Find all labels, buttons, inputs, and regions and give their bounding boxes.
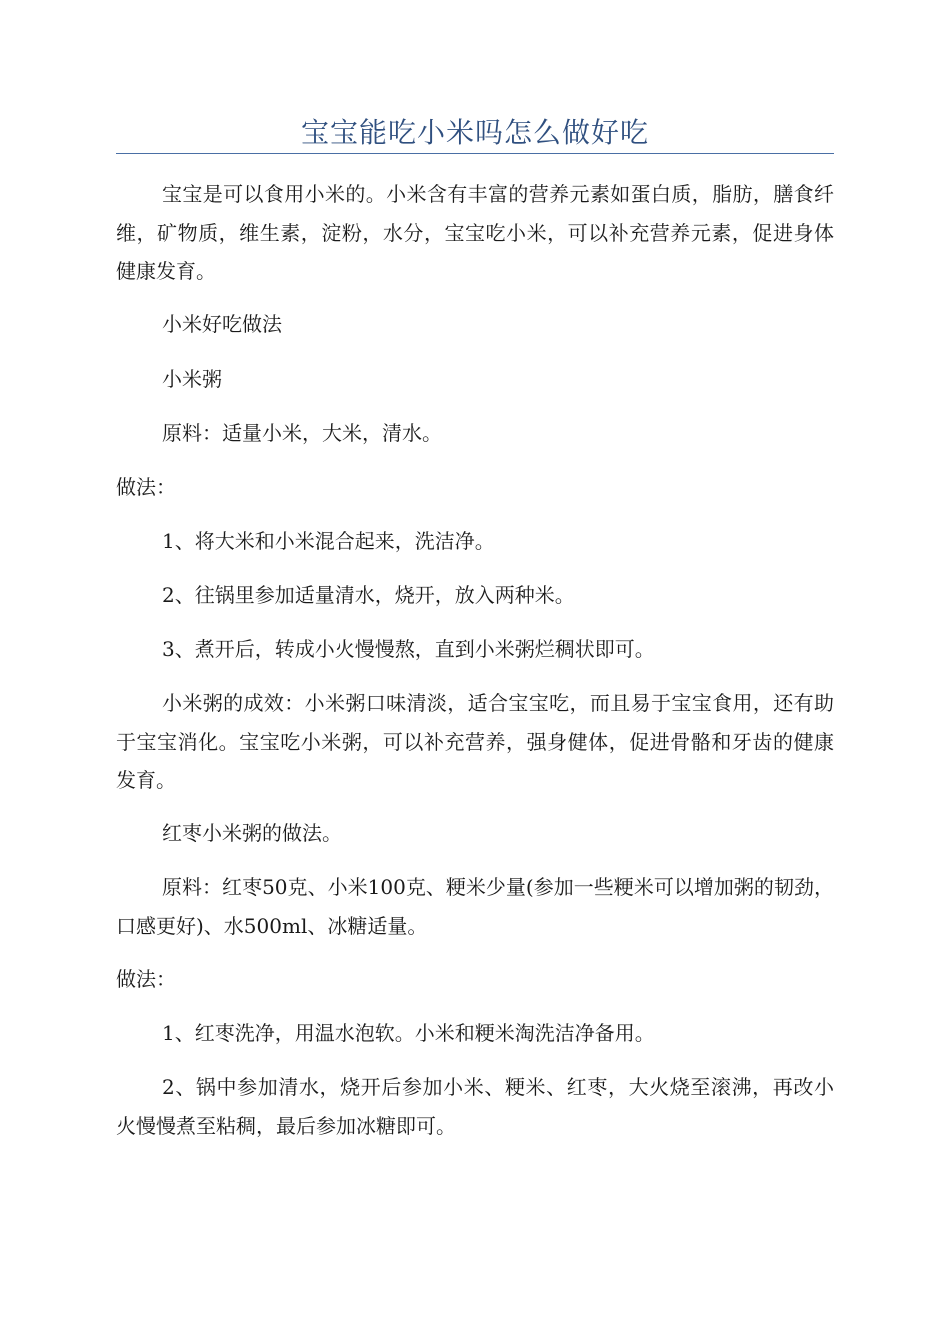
- recipe-title-jujube-millet-porridge: 红枣小米粥的做法。: [162, 821, 342, 845]
- ingredients-line: 原料：适量小米，大米，清水。: [162, 421, 442, 445]
- ingredients-line: 原料：红枣50克、小米100克、粳米少量(参加一些粳米可以增加粥的韧劲，口感更好)、水500ml、冰糖适量。: [116, 875, 834, 938]
- title-underline: [116, 153, 834, 154]
- method-heading: 做法：: [116, 475, 176, 499]
- step-item: 1、将大米和小米混合起来，洗洁净。: [162, 529, 495, 553]
- benefits-paragraph: 小米粥的成效：小米粥口味清淡，适合宝宝吃，而且易于宝宝食用，还有助于宝宝消化。宝宝吃小米粥，可以补充营养，强身健体，促进骨骼和牙齿的健康发育。: [116, 691, 834, 792]
- document-title: 宝宝能吃小米吗怎么做好吃: [300, 116, 649, 149]
- method-heading: 做法：: [116, 967, 176, 991]
- step-item: 3、煮开后，转成小火慢慢熬，直到小米粥烂稠状即可。: [162, 637, 655, 661]
- step-item: 1、红枣洗净，用温水泡软。小米和粳米淘洗洁净备用。: [162, 1021, 655, 1045]
- intro-paragraph: 宝宝是可以食用小米的。小米含有丰富的营养元素如蛋白质，脂肪，膳食纤维，矿物质，维生素，淀粉，水分，宝宝吃小米，可以补充营养元素，促进身体健康发育。: [116, 182, 834, 283]
- section-heading-recipes: 小米好吃做法: [162, 312, 282, 336]
- recipe-title-millet-porridge: 小米粥: [162, 367, 222, 391]
- step-item: 2、锅中参加清水，烧开后参加小米、粳米、红枣，大火烧至滚沸，再改小火慢慢煮至粘稠，最后参加冰糖即可。: [116, 1075, 834, 1138]
- document-page: [116, 0, 834, 1344]
- step-item: 2、往锅里参加适量清水，烧开，放入两种米。: [162, 583, 575, 607]
